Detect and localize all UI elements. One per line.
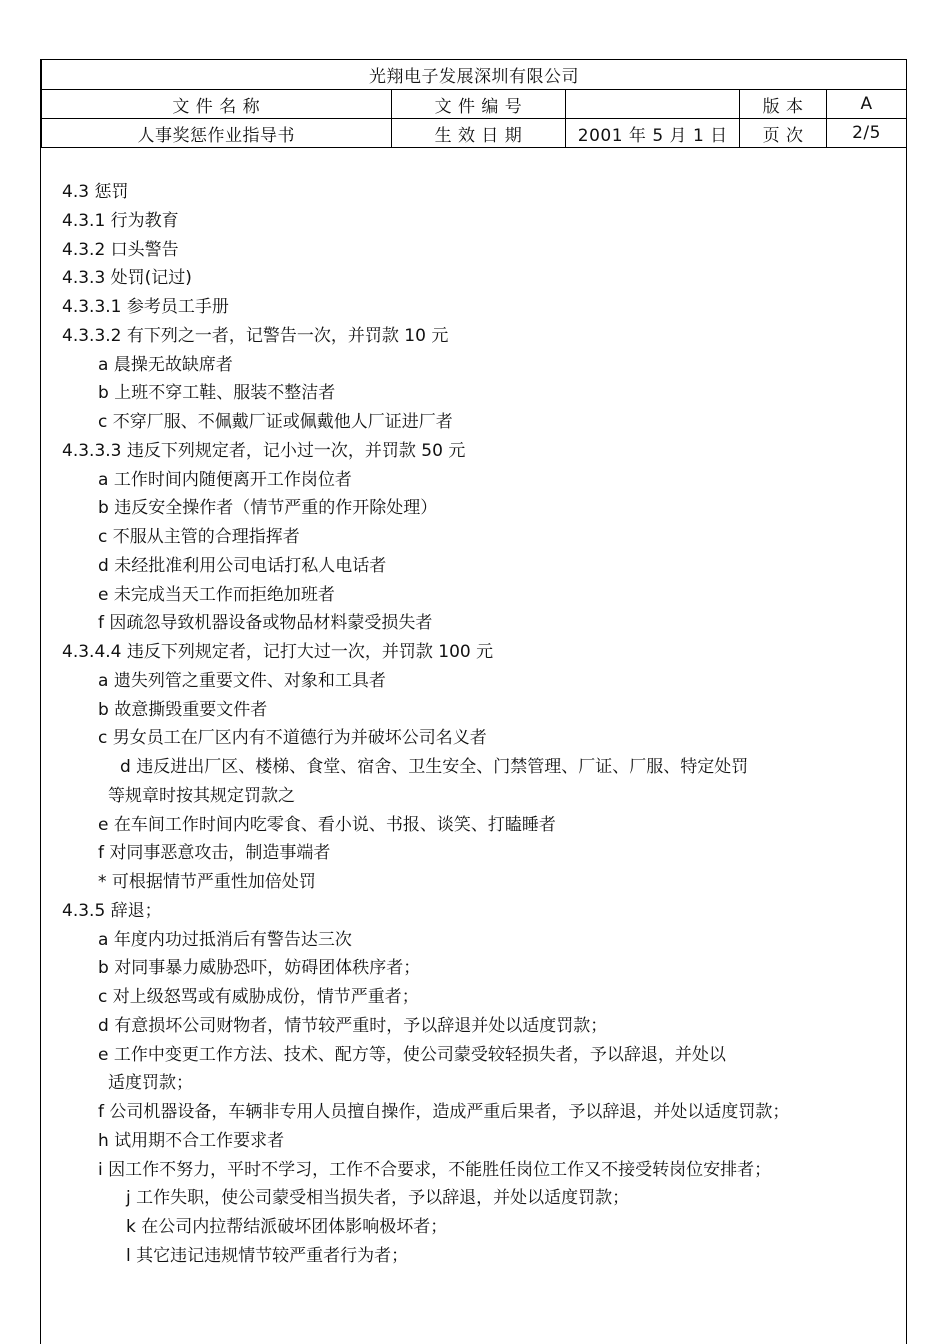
section-item: 4.3.1 行为教育 [62, 210, 179, 231]
section-item: 4.3.5 辞退； [62, 900, 162, 921]
list-item: k 在公司内拉帮结派破坏团体影响极坏者； [126, 1217, 448, 1237]
section-item: 4.3.3.1 参考员工手册 [62, 297, 229, 317]
list-item: c 男女员工在厂区内有不道德行为并破坏公司名义者 [98, 728, 487, 749]
doc-title: 人事奖惩作业指导书 [42, 119, 392, 148]
company-name: 光翔电子发展深圳有限公司 [42, 60, 907, 90]
list-item: c 对上级怒骂或有威胁成份，情节严重者； [98, 987, 419, 1007]
list-item: a 年度内功过抵消后有警告达三次 [98, 929, 352, 950]
list-item: c 不穿厂服、不佩戴厂证或佩戴他人厂证进厂者 [98, 412, 453, 432]
doc-name-label: 文 件 名 称 [42, 90, 392, 119]
doc-number-value [566, 90, 740, 119]
list-item: f 公司机器设备，车辆非专用人员擅自操作，造成严重后果者，予以辞退，并处以适度罚款； [98, 1102, 790, 1122]
document-page [40, 59, 907, 1344]
list-item: a 工作时间内随便离开工作岗位者 [98, 469, 352, 490]
list-item: f 对同事恶意攻击，制造事端者 [98, 843, 331, 864]
list-item: b 对同事暴力威胁恐吓，妨碍团体秩序者； [98, 958, 421, 979]
document-body [62, 178, 892, 1271]
effective-date-label: 生 效 日 期 [391, 119, 566, 148]
list-item: d 未经批准利用公司电话打私人电话者 [98, 555, 387, 576]
note-item: * 可根据情节严重性加倍处罚 [98, 872, 316, 892]
list-item: e 在车间工作时间内吃零食、看小说、书报、谈笑、打瞌睡者 [98, 814, 556, 835]
list-item: e 工作中变更工作方法、技术、配方等，使公司蒙受较轻损失者，予以辞退，并处以 [98, 1044, 726, 1065]
list-item-continuation: 等规章时按其规定罚款之 [108, 785, 295, 806]
list-item: e 未完成当天工作而拒绝加班者 [98, 584, 335, 605]
version-value: A [827, 90, 907, 119]
section-item: 4.3.3.3 违反下列规定者，记小过一次，并罚款 50 元 [62, 440, 466, 461]
list-item: b 故意撕毁重要文件者 [98, 699, 268, 720]
page-value: 2/5 [827, 119, 907, 148]
section-item: 4.3.2 口头警告 [62, 239, 179, 260]
list-item: c 不服从主管的合理指挥者 [98, 527, 300, 547]
list-item: h 试用期不合工作要求者 [98, 1130, 285, 1151]
list-item: f 因疏忽导致机器设备或物品材料蒙受损失者 [98, 613, 433, 634]
version-label: 版 本 [740, 90, 827, 119]
list-item: b 上班不穿工鞋、服装不整洁者 [98, 383, 336, 404]
list-item-continuation: 适度罚款； [108, 1073, 193, 1094]
doc-number-label: 文 件 编 号 [391, 90, 566, 119]
section-item: 4.3.3.2 有下列之一者，记警告一次，并罚款 10 元 [62, 325, 449, 346]
list-item: i 因工作不努力，平时不学习，工作不合要求，不能胜任岗位工作又不接受转岗位安排者； [98, 1159, 772, 1180]
section-item: 4.3.3 处罚(记过) [62, 268, 192, 289]
list-item: d 违反进出厂区、楼梯、食堂、宿舍、卫生安全、门禁管理、厂证、厂服、特定处罚 [120, 757, 749, 777]
document-header-table [41, 60, 907, 148]
list-item: d 有意损坏公司财物者，情节较严重时，予以辞退并处以适度罚款； [98, 1015, 608, 1036]
list-item: a 遗失列管之重要文件、对象和工具者 [98, 670, 386, 691]
section-item: 4.3.4.4 违反下列规定者，记打大过一次，并罚款 100 元 [62, 642, 494, 662]
effective-date-value: 2001 年 5 月 1 日 [566, 119, 740, 148]
list-item: b 违反安全操作者（情节严重的作开除处理） [98, 498, 438, 519]
page-label: 页 次 [740, 119, 827, 148]
section-heading: 4.3 惩罚 [62, 182, 129, 202]
list-item: l 其它违记违规情节较严重者行为者； [126, 1245, 409, 1266]
list-item: j 工作失职，使公司蒙受相当损失者，予以辞退，并处以适度罚款； [126, 1188, 630, 1209]
list-item: a 晨操无故缺席者 [98, 354, 233, 375]
